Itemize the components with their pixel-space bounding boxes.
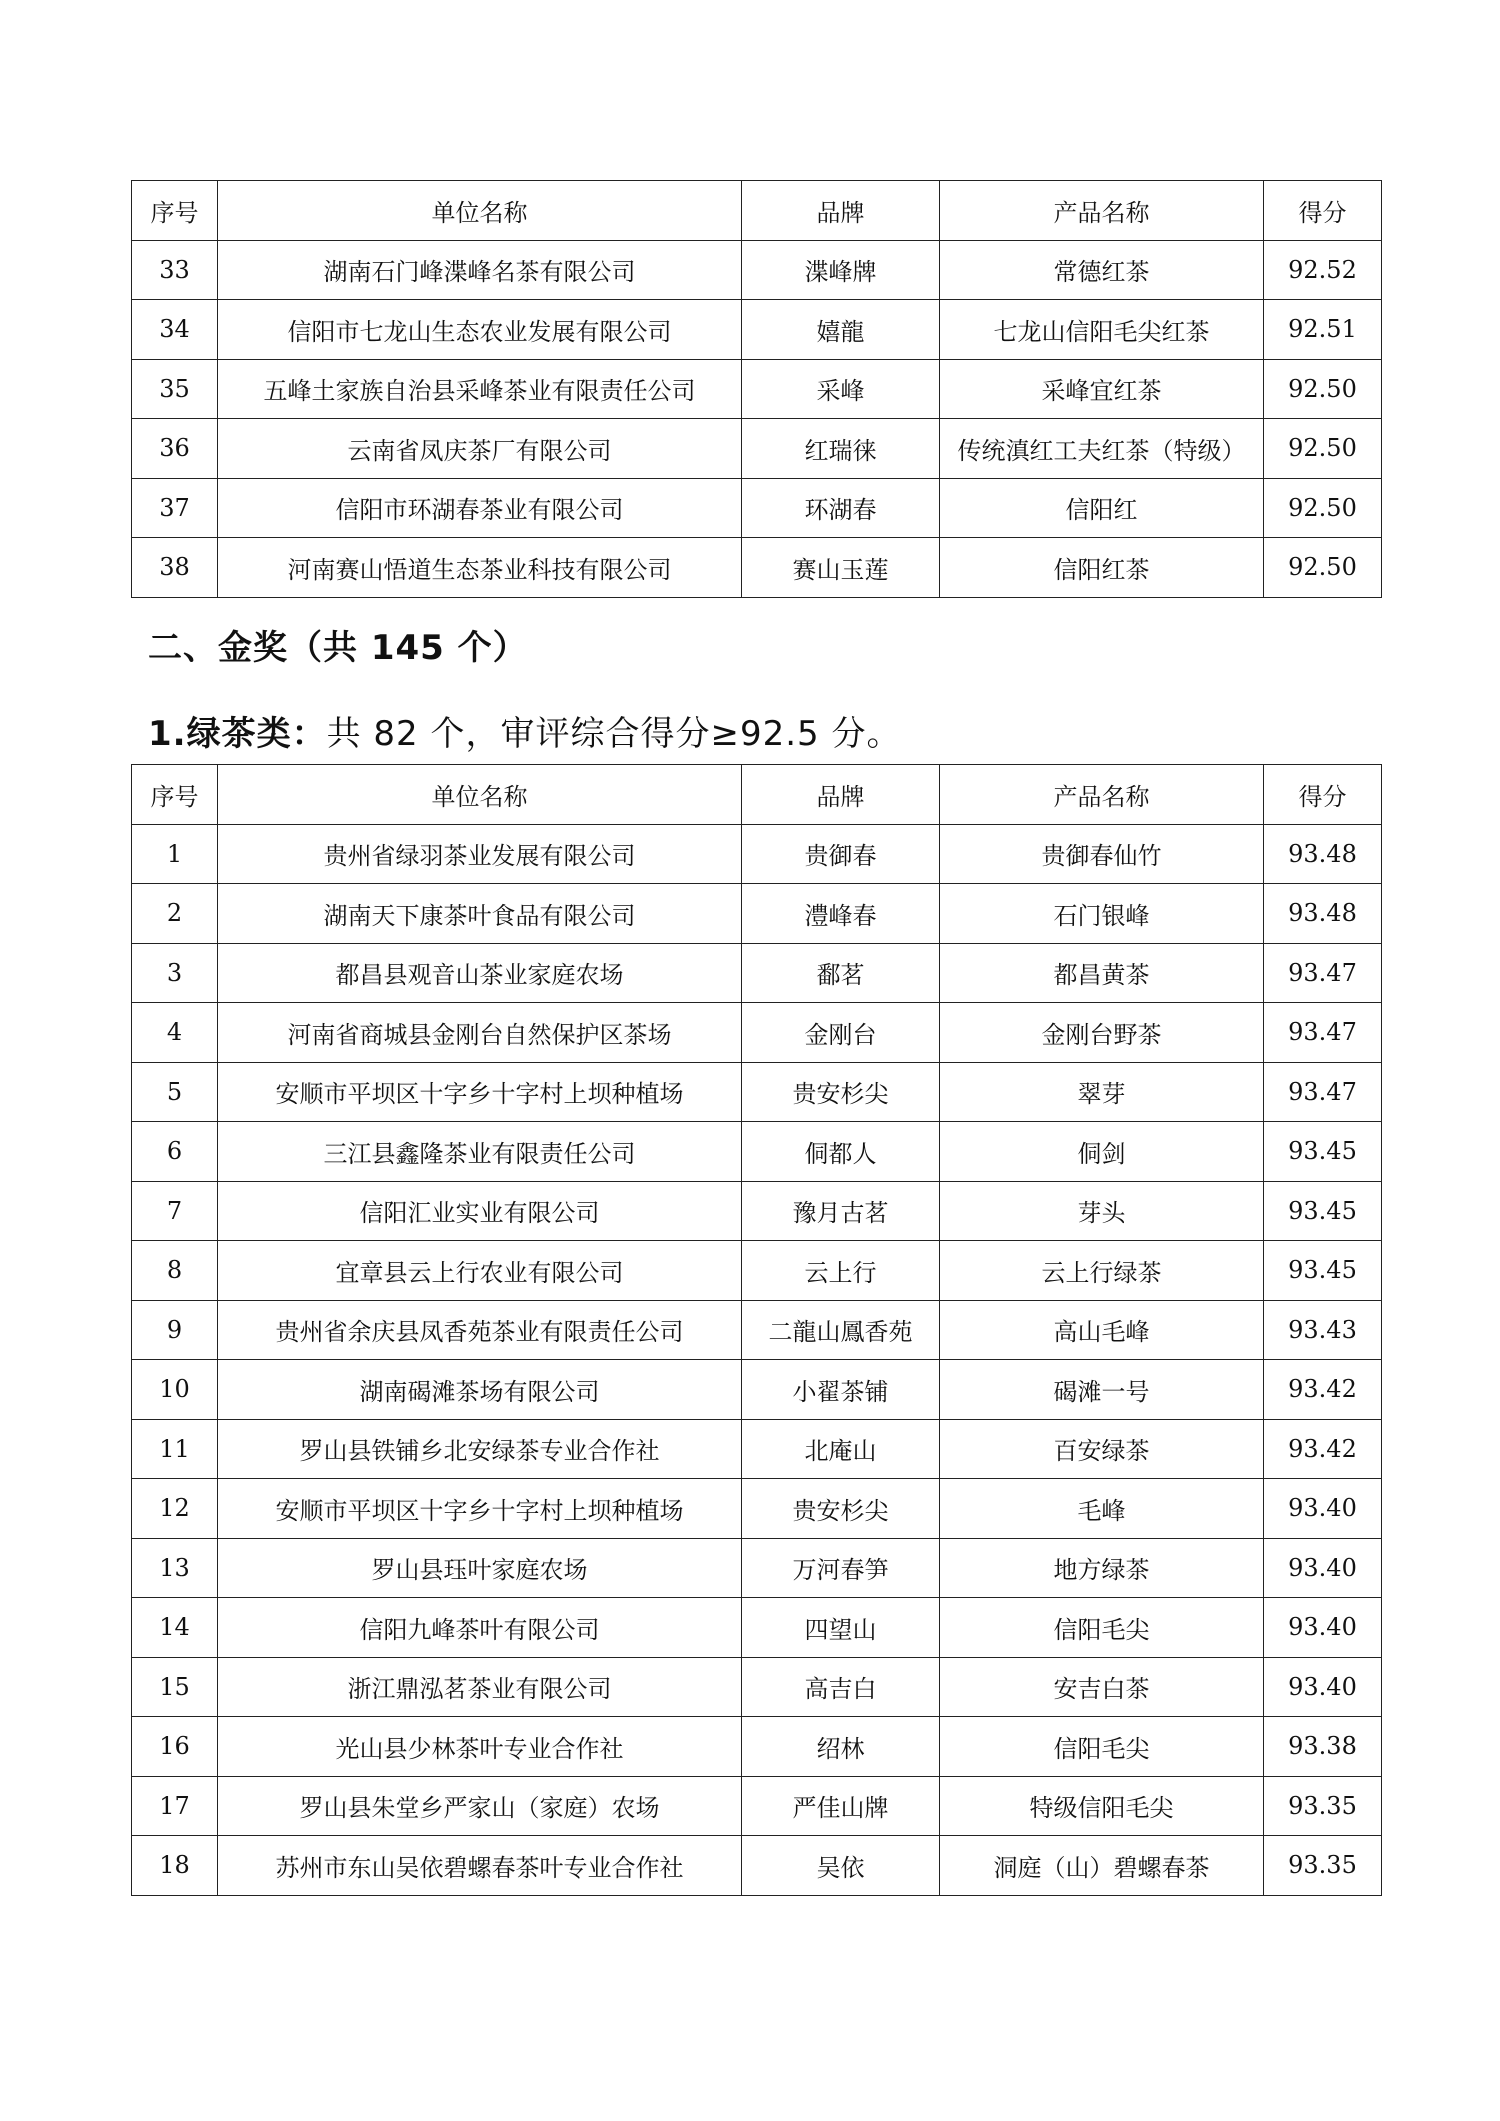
cell-product: 侗剑 <box>940 1122 1264 1182</box>
cell-unit: 罗山县朱堂乡严家山（家庭）农场 <box>218 1776 742 1836</box>
cell-score: 93.35 <box>1264 1776 1382 1836</box>
table-row <box>132 1538 1382 1598</box>
cell-brand: 吴依 <box>742 1836 940 1896</box>
category-heading <box>148 706 901 755</box>
cell-score: 93.42 <box>1264 1419 1382 1479</box>
category-label: 1.绿茶类： <box>148 714 327 754</box>
cell-brand: 贵安杉尖 <box>742 1479 940 1539</box>
cell-product: 都昌黄茶 <box>940 943 1264 1003</box>
section-title: 二、金奖（共 145 个） <box>148 628 528 668</box>
header-brand: 品牌 <box>742 765 940 825</box>
cell-no: 8 <box>132 1241 218 1301</box>
cell-brand: 云上行 <box>742 1241 940 1301</box>
cell-brand: 万河春笋 <box>742 1538 940 1598</box>
cell-unit: 光山县少林茶叶专业合作社 <box>218 1717 742 1777</box>
cell-product: 高山毛峰 <box>940 1300 1264 1360</box>
cell-no: 15 <box>132 1657 218 1717</box>
cell-product: 常德红茶 <box>940 240 1264 300</box>
header-product: 产品名称 <box>940 765 1264 825</box>
cell-no: 37 <box>132 478 218 538</box>
cell-product: 金刚台野茶 <box>940 1003 1264 1063</box>
cell-brand: 北庵山 <box>742 1419 940 1479</box>
cell-unit: 信阳汇业实业有限公司 <box>218 1181 742 1241</box>
table-row <box>132 884 1382 944</box>
table-row <box>132 1836 1382 1896</box>
cell-brand: 严佳山牌 <box>742 1776 940 1836</box>
cell-product: 安吉白茶 <box>940 1657 1264 1717</box>
table-row <box>132 824 1382 884</box>
cell-brand: 贵安杉尖 <box>742 1062 940 1122</box>
cell-unit: 罗山县珏叶家庭农场 <box>218 1538 742 1598</box>
cell-brand: 高吉白 <box>742 1657 940 1717</box>
cell-unit: 罗山县铁铺乡北安绿茶专业合作社 <box>218 1419 742 1479</box>
cell-product: 信阳毛尖 <box>940 1717 1264 1777</box>
cell-no: 33 <box>132 240 218 300</box>
table-body <box>132 240 1382 597</box>
cell-brand: 侗都人 <box>742 1122 940 1182</box>
table-row <box>132 1241 1382 1301</box>
table-row <box>132 538 1382 598</box>
cell-product: 七龙山信阳毛尖红茶 <box>940 300 1264 360</box>
cell-score: 93.45 <box>1264 1122 1382 1182</box>
cell-no: 5 <box>132 1062 218 1122</box>
table-row <box>132 1300 1382 1360</box>
cell-no: 16 <box>132 1717 218 1777</box>
cell-no: 38 <box>132 538 218 598</box>
cell-unit: 五峰土家族自治县采峰茶业有限责任公司 <box>218 359 742 419</box>
cell-no: 2 <box>132 884 218 944</box>
cell-no: 36 <box>132 419 218 479</box>
cell-unit: 贵州省绿羽茶业发展有限公司 <box>218 824 742 884</box>
cell-product: 信阳红 <box>940 478 1264 538</box>
award-table-red-tea <box>131 180 1382 598</box>
cell-brand: 贵御春 <box>742 824 940 884</box>
cell-no: 1 <box>132 824 218 884</box>
table-header-row <box>132 181 1382 241</box>
cell-score: 93.45 <box>1264 1181 1382 1241</box>
cell-no: 17 <box>132 1776 218 1836</box>
cell-brand: 渫峰牌 <box>742 240 940 300</box>
cell-score: 93.40 <box>1264 1538 1382 1598</box>
cell-unit: 河南省商城县金刚台自然保护区茶场 <box>218 1003 742 1063</box>
table-row <box>132 300 1382 360</box>
cell-brand: 二龍山鳳香苑 <box>742 1300 940 1360</box>
cell-product: 信阳红茶 <box>940 538 1264 598</box>
cell-no: 12 <box>132 1479 218 1539</box>
cell-no: 34 <box>132 300 218 360</box>
cell-brand: 小翟茶铺 <box>742 1360 940 1420</box>
cell-product: 地方绿茶 <box>940 1538 1264 1598</box>
table-row <box>132 1122 1382 1182</box>
cell-score: 92.50 <box>1264 538 1382 598</box>
cell-product: 洞庭（山）碧螺春茶 <box>940 1836 1264 1896</box>
table-row <box>132 240 1382 300</box>
table-row <box>132 1419 1382 1479</box>
cell-no: 10 <box>132 1360 218 1420</box>
table-row <box>132 1003 1382 1063</box>
cell-brand: 绍林 <box>742 1717 940 1777</box>
table-row <box>132 1062 1382 1122</box>
cell-score: 93.40 <box>1264 1657 1382 1717</box>
header-score: 得分 <box>1264 765 1382 825</box>
table-row <box>132 359 1382 419</box>
cell-brand: 四望山 <box>742 1598 940 1658</box>
header-brand: 品牌 <box>742 181 940 241</box>
cell-score: 93.47 <box>1264 1003 1382 1063</box>
category-text: 共 82 个，审评综合得分≥92.5 分。 <box>326 714 902 754</box>
cell-no: 9 <box>132 1300 218 1360</box>
cell-unit: 信阳九峰茶叶有限公司 <box>218 1598 742 1658</box>
cell-product: 采峰宜红茶 <box>940 359 1264 419</box>
cell-unit: 湖南石门峰渫峰名茶有限公司 <box>218 240 742 300</box>
table-row <box>132 1598 1382 1658</box>
cell-unit: 宜章县云上行农业有限公司 <box>218 1241 742 1301</box>
table-body <box>132 824 1382 1895</box>
table-row <box>132 1360 1382 1420</box>
cell-score: 93.35 <box>1264 1836 1382 1896</box>
cell-score: 92.50 <box>1264 359 1382 419</box>
cell-unit: 贵州省余庆县凤香苑茶业有限责任公司 <box>218 1300 742 1360</box>
cell-brand: 澧峰春 <box>742 884 940 944</box>
cell-no: 18 <box>132 1836 218 1896</box>
cell-brand: 红瑞徕 <box>742 419 940 479</box>
cell-product: 芽头 <box>940 1181 1264 1241</box>
cell-score: 93.40 <box>1264 1598 1382 1658</box>
cell-score: 93.45 <box>1264 1241 1382 1301</box>
header-no: 序号 <box>132 181 218 241</box>
cell-product: 贵御春仙竹 <box>940 824 1264 884</box>
table-row <box>132 1181 1382 1241</box>
header-product: 产品名称 <box>940 181 1264 241</box>
cell-brand: 嬉龍 <box>742 300 940 360</box>
cell-score: 93.48 <box>1264 884 1382 944</box>
cell-unit: 安顺市平坝区十字乡十字村上坝种植场 <box>218 1062 742 1122</box>
cell-score: 92.51 <box>1264 300 1382 360</box>
cell-product: 特级信阳毛尖 <box>940 1776 1264 1836</box>
cell-brand: 赛山玉莲 <box>742 538 940 598</box>
cell-unit: 湖南天下康茶叶食品有限公司 <box>218 884 742 944</box>
cell-unit: 浙江鼎泓茗茶业有限公司 <box>218 1657 742 1717</box>
cell-unit: 云南省凤庆茶厂有限公司 <box>218 419 742 479</box>
cell-no: 13 <box>132 1538 218 1598</box>
table-row <box>132 1776 1382 1836</box>
cell-brand: 环湖春 <box>742 478 940 538</box>
cell-product: 毛峰 <box>940 1479 1264 1539</box>
cell-score: 92.52 <box>1264 240 1382 300</box>
cell-product: 石门银峰 <box>940 884 1264 944</box>
cell-unit: 湖南碣滩茶场有限公司 <box>218 1360 742 1420</box>
cell-no: 6 <box>132 1122 218 1182</box>
table-row <box>132 419 1382 479</box>
award-table-green-tea <box>131 764 1382 1896</box>
cell-no: 3 <box>132 943 218 1003</box>
cell-brand: 豫月古茗 <box>742 1181 940 1241</box>
header-unit: 单位名称 <box>218 765 742 825</box>
cell-no: 35 <box>132 359 218 419</box>
cell-product: 翠芽 <box>940 1062 1264 1122</box>
header-no: 序号 <box>132 765 218 825</box>
cell-score: 93.40 <box>1264 1479 1382 1539</box>
cell-score: 93.43 <box>1264 1300 1382 1360</box>
cell-no: 4 <box>132 1003 218 1063</box>
cell-score: 93.48 <box>1264 824 1382 884</box>
cell-unit: 都昌县观音山茶业家庭农场 <box>218 943 742 1003</box>
cell-score: 92.50 <box>1264 419 1382 479</box>
cell-unit: 苏州市东山吴依碧螺春茶叶专业合作社 <box>218 1836 742 1896</box>
table-header-row <box>132 765 1382 825</box>
cell-score: 92.50 <box>1264 478 1382 538</box>
cell-score: 93.42 <box>1264 1360 1382 1420</box>
cell-unit: 信阳市环湖春茶业有限公司 <box>218 478 742 538</box>
cell-product: 传统滇红工夫红茶（特级） <box>940 419 1264 479</box>
cell-unit: 信阳市七龙山生态农业发展有限公司 <box>218 300 742 360</box>
cell-score: 93.47 <box>1264 1062 1382 1122</box>
cell-product: 碣滩一号 <box>940 1360 1264 1420</box>
cell-brand: 采峰 <box>742 359 940 419</box>
cell-unit: 安顺市平坝区十字乡十字村上坝种植场 <box>218 1479 742 1539</box>
table-row <box>132 1717 1382 1777</box>
table-row <box>132 1479 1382 1539</box>
cell-score: 93.47 <box>1264 943 1382 1003</box>
cell-no: 7 <box>132 1181 218 1241</box>
cell-brand: 鄱茗 <box>742 943 940 1003</box>
header-score: 得分 <box>1264 181 1382 241</box>
cell-brand: 金刚台 <box>742 1003 940 1063</box>
cell-product: 云上行绿茶 <box>940 1241 1264 1301</box>
cell-unit: 河南赛山悟道生态茶业科技有限公司 <box>218 538 742 598</box>
cell-score: 93.38 <box>1264 1717 1382 1777</box>
table-row <box>132 943 1382 1003</box>
table-row <box>132 1657 1382 1717</box>
cell-unit: 三江县鑫隆茶业有限责任公司 <box>218 1122 742 1182</box>
cell-product: 信阳毛尖 <box>940 1598 1264 1658</box>
cell-product: 百安绿茶 <box>940 1419 1264 1479</box>
header-unit: 单位名称 <box>218 181 742 241</box>
cell-no: 11 <box>132 1419 218 1479</box>
cell-no: 14 <box>132 1598 218 1658</box>
table-row <box>132 478 1382 538</box>
